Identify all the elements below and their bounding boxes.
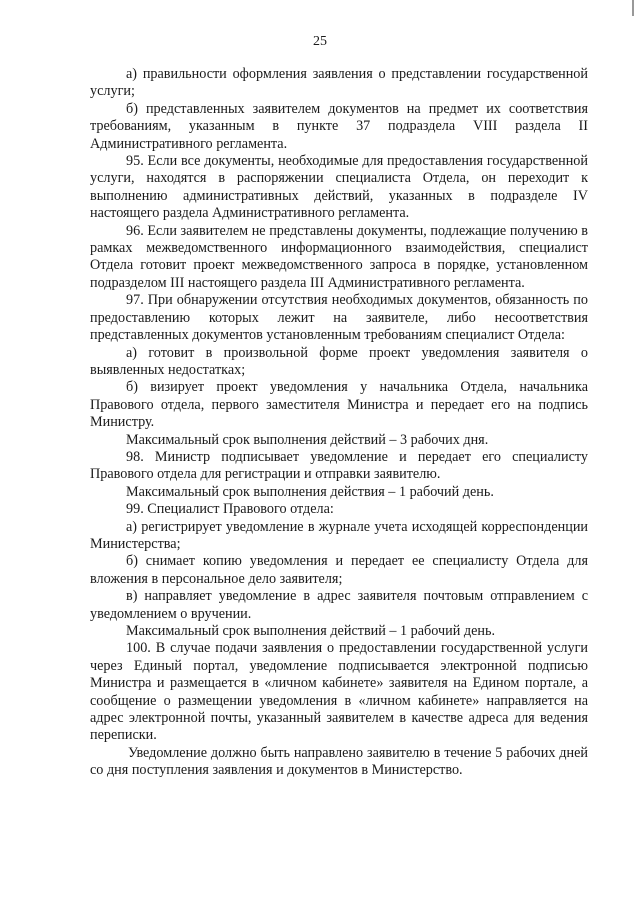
page-number: 25 bbox=[313, 34, 327, 49]
paragraph-96: 96. Если заявителем не представлены документы, подлежащие получению в рамках межведомственного информационного взаимодействия, специалист Отдела готовит проект межведомственного запроса в порядке, установленном подразделом III настоящего раздела III Административного регламента. bbox=[90, 222, 588, 291]
document-body bbox=[90, 66, 588, 780]
paragraph-98: 98. Министр подписывает уведомление и передает его специалисту Правового отдела для регистрации и отправки заявителю. bbox=[90, 448, 588, 483]
paragraph-99a: а) регистрирует уведомление в журнале учета исходящей корреспонденции Министерства; bbox=[90, 518, 588, 552]
paragraph-99b: б) снимает копию уведомления и передает ее специалисту Отдела для вложения в персональное дело заявителя; bbox=[90, 553, 588, 587]
paragraph-99: 99. Специалист Правового отдела: bbox=[126, 501, 334, 518]
paragraph-95a: а) правильности оформления заявления о представлении государственной услуги; bbox=[90, 66, 588, 100]
max-term-99: Максимальный срок выполнения действий – 1 рабочий день. bbox=[126, 623, 495, 639]
paragraph-95: 95. Если все документы, необходимые для предоставления государственной услуги, находятся в распоряжении специалиста Отдела, он переходит к выполнению административных действий, указанных в подразделе IV настоящего раздела Административного регламента. bbox=[90, 153, 588, 222]
paragraph-100: 100. В случае подачи заявления о предоставлении государственной услуги через Единый портал, уведомление подписывается электронной подписью Министра и размещается в «личном кабинете» заявителя на Едином портале, а сообщение о размещении уведомления в «личном кабинете» направляется на адрес электронной почты, указанный заявителем в качестве адреса для ведения переписки. bbox=[90, 640, 588, 744]
paragraph-97: 97. При обнаружении отсутствия необходимых документов, обязанность по предоставлению которых лежит на заявителе, либо несоответствия представленных документов установленным требованиям специалист Отдела: bbox=[90, 292, 588, 344]
paragraph-99c: в) направляет уведомление в адрес заявителя почтовым отправлением с уведомлением о вручении. bbox=[90, 588, 588, 622]
paragraph-95b: б) представленных заявителем документов на предмет их соответствия требованиям, указанным в пункте 37 подраздела VIII раздела II Административного регламента. bbox=[90, 100, 588, 152]
paragraph-100-notice: Уведомление должно быть направлено заявителю в течение 5 рабочих дней со дня поступления заявления и документов в Министерство. bbox=[90, 744, 588, 779]
paragraph-97a: а) готовит в произвольной форме проект уведомления заявителя о выявленных недостатках; bbox=[90, 344, 588, 378]
max-term-98: Максимальный срок выполнения действия – 1 рабочий день. bbox=[126, 483, 494, 500]
max-term-97: Максимальный срок выполнения действий – 3 рабочих дня. bbox=[126, 431, 489, 448]
scan-corner-mark bbox=[630, 0, 636, 18]
paragraph-97b: б) визирует проект уведомления у начальника Отдела, начальника Правового отдела, первого заместителя Министра и передает его на подпись Министру. bbox=[90, 379, 588, 431]
